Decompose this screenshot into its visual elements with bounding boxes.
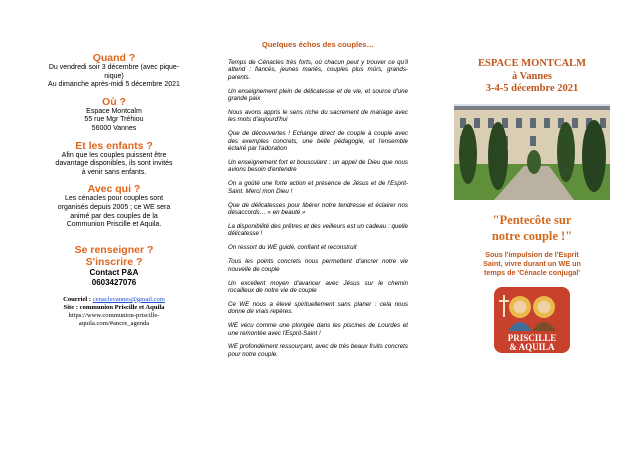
logo-icon bbox=[492, 285, 572, 355]
with-whom-line: organisés depuis 2005 ; ce WE sera bbox=[57, 203, 171, 211]
venue-photo-image bbox=[454, 104, 610, 200]
subtitle-line: temps de 'Cénacle conjugal' bbox=[483, 267, 581, 277]
children-line: davantage disponibles, ils sont invités bbox=[55, 160, 173, 168]
section-children bbox=[28, 140, 200, 178]
info-title: Se renseigner ? bbox=[74, 243, 154, 256]
where-title: Où ? bbox=[102, 95, 126, 108]
with-whom-line: animé par des couples de la bbox=[70, 212, 158, 220]
register-title: S'inscrire ? bbox=[85, 255, 143, 268]
with-whom-title: Avec qui ? bbox=[87, 183, 141, 196]
with-whom-line: Les cénacles pour couples sont bbox=[64, 195, 164, 203]
contact-name: Contact P&A bbox=[89, 267, 139, 277]
testimonial-quote: Temps de Cénacles très forts, où chacun peut y trouver ce qu'il attend : fiancés, jeunes mariés, couples plus mûrs, grands-parents. bbox=[228, 59, 408, 81]
testimonial-quote: Nous avons appris le sens riche du sacrement de mariage avec les mots d'aujourd'hui bbox=[228, 109, 408, 124]
section-with-whom bbox=[28, 183, 200, 229]
testimonial-quote: La disponibilité des prêtres et des veilleurs est un cadeau : quelle délicatesse ! bbox=[228, 223, 408, 238]
testimonial-quote: Que de délicatesses pour libérer notre tendresse et éclairer nos désaccords… « en beauté » bbox=[228, 201, 408, 217]
venue-city: à Vannes bbox=[512, 70, 552, 82]
children-line: à venir sans enfants. bbox=[81, 168, 147, 176]
site-url[interactable]: https://www.communion-priscille- bbox=[68, 311, 160, 319]
when-line: Au dimanche après-midi 5 décembre 2021 bbox=[48, 81, 180, 89]
section-contact bbox=[28, 244, 200, 288]
children-line: Afin que les couples puissent être bbox=[61, 151, 167, 159]
when-title: Quand ? bbox=[92, 52, 136, 64]
with-whom-line: Communion Priscille et Aquila. bbox=[66, 221, 162, 229]
testimonial-quote: Un enseignement plein de délicatesse et de vie, et source d'une grande paix bbox=[228, 87, 408, 103]
testimonials-panel bbox=[228, 40, 408, 365]
subtitle-line: Saint, vivre durant un WE un bbox=[483, 258, 581, 268]
logo-text-2: & AQUILA bbox=[509, 341, 555, 352]
testimonial-quote: Ce WE nous a élevé spirituellement sans planer : cela nous donne de vrais repères. bbox=[228, 300, 408, 316]
where-line: 56000 Vannes bbox=[91, 124, 137, 132]
testimonials-title: Quelques échos des couples… bbox=[261, 40, 375, 49]
testimonial-quote: On a goûté une forte action et présence de Jésus et de l'Esprit-Saint. Merci mon Dieu ! bbox=[228, 180, 408, 195]
testimonial-quote: Un excellent moyen d'avancer avec Jésus sur le chemin rocailleux de notre vie de couple bbox=[228, 279, 408, 294]
testimonial-quote: WE profondément ressourçant, avec de très beaux fruits concrets pour notre couple. bbox=[228, 343, 408, 358]
left-panel bbox=[28, 52, 200, 328]
where-line: 55 rue Mgr Tréhiou bbox=[84, 116, 144, 124]
headline-line: "Pentecôte sur bbox=[492, 212, 572, 227]
testimonial-quote: Que de découvertes ! Echange direct de couple à couple avec des exemples concrets, une belle pédagogie, et l'ensemble éclairé par l'adoration bbox=[228, 130, 408, 153]
where-line: Espace Montcalm bbox=[86, 107, 142, 115]
headline-line: notre couple !" bbox=[491, 228, 573, 243]
site-url[interactable]: aquila.com/#ancre_agenda bbox=[78, 319, 150, 327]
email-link[interactable]: cenaclevannes@gmail.com bbox=[92, 295, 165, 303]
cover-panel bbox=[452, 58, 612, 355]
event-dates: 3-4-5 décembre 2021 bbox=[485, 83, 579, 94]
testimonial-quote: Un enseignement fort et bousculant : un appel de Dieu que nous avions besoin d'entendre bbox=[228, 159, 408, 174]
testimonial-quote: Tous les points concrets nous permettent d'ancrer notre vie nouvelle de couple bbox=[228, 258, 408, 273]
testimonial-quote: On ressort du WE guidé, confiant et reconstruit bbox=[228, 244, 357, 252]
contact-links bbox=[28, 296, 200, 328]
when-line: Du vendredi soir 3 décembre (avec pique- bbox=[48, 64, 180, 71]
section-when bbox=[28, 52, 200, 90]
priscille-aquila-logo bbox=[492, 285, 572, 355]
logo-text-1: PRISCILLE bbox=[507, 332, 557, 343]
email-label: Courriel : bbox=[63, 295, 93, 303]
venue-name: ESPACE MONTCALM bbox=[477, 58, 586, 69]
contact-phone[interactable]: 0603427076 bbox=[91, 277, 137, 287]
site-label: Site : communion Priscille et Aquila bbox=[63, 303, 165, 311]
section-where bbox=[28, 96, 200, 134]
testimonial-quote: WE vécu comme une plongée dans les piscines de Lourdes et une remontée avec l'Esprit-Saint ! bbox=[228, 322, 408, 337]
children-title: Et les enfants ? bbox=[75, 139, 153, 152]
when-line: nique) bbox=[104, 72, 124, 80]
subtitle-line: Sous l'impulsion de l'Esprit bbox=[485, 249, 579, 259]
venue-photo bbox=[454, 104, 610, 200]
